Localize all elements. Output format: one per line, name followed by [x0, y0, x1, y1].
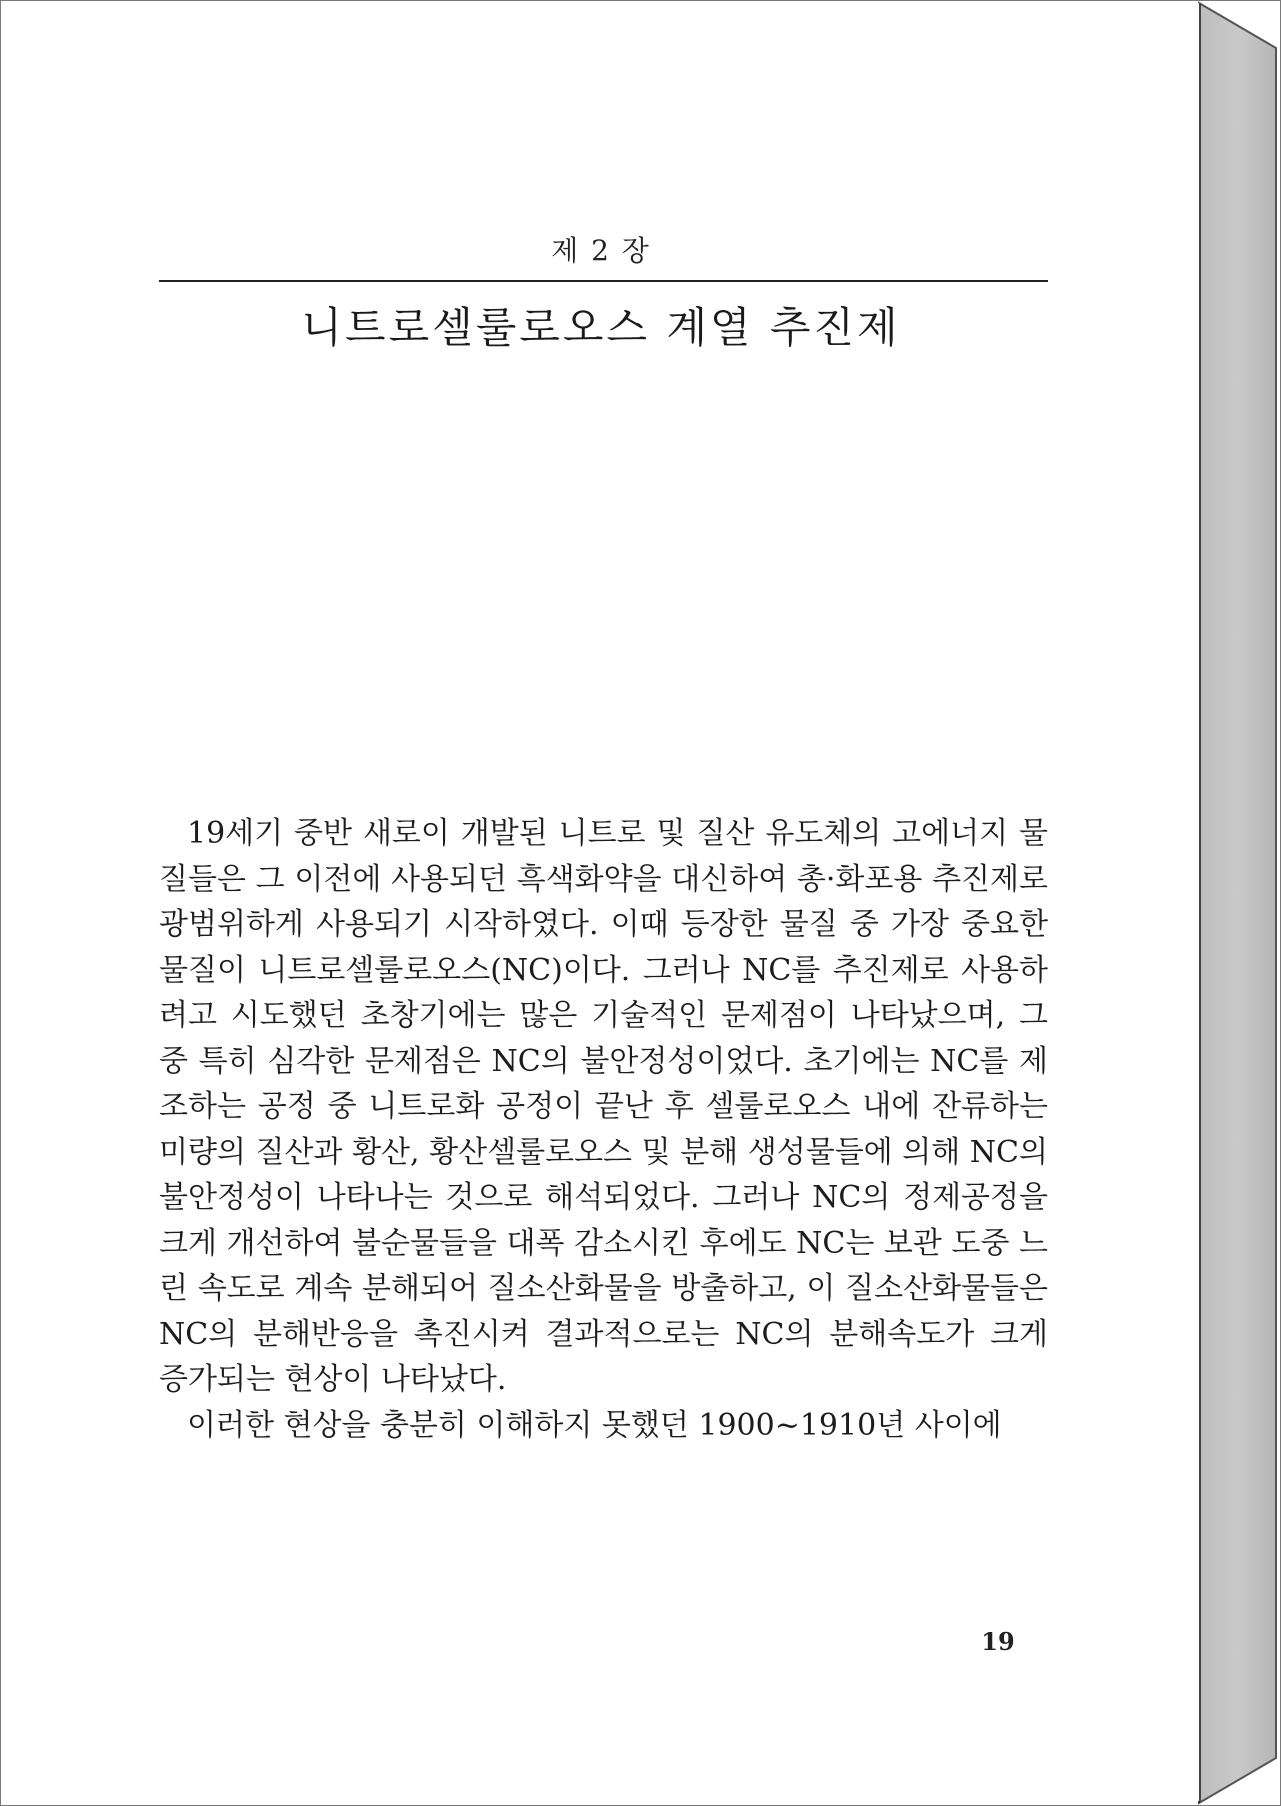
page-number: 19	[981, 1627, 1015, 1656]
book-page	[3, 3, 1201, 1801]
chapter-number: 제 2 장	[551, 234, 651, 267]
paragraph: 19세기 중반 새로이 개발된 니트로 및 질산 유도체의 고에너지 물질들은 그 이전에 사용되던 흑색화약을 대신하여 총·화포용 추진제로 광범위하게 사용되기 시작하였다. 이때 등장한 물질 중 가장 중요한 물질이 니트로셀룰로오스(NC)이다. 그러나 NC를 추진제로 사용하려고 시도했던 초창기에는 많은 기술적인 문제점이 나타났으며, 그 중 특히 심각한 문제점은 NC의 불안정성이었다. 초기에는 NC를 제조하는 공정 중 니트로화 공정이 끝난 후 셀룰로오스 내에 잔류하는 미량의 질산과 황산, 황산셀룰로오스 및 분해 생성물들에 의해 NC의 불안정성이 나타나는 것으로 해석되었다. 그러나 NC의 정제공정을 크게 개선하여 불순물들을 대폭 감소시킨 후에도 NC는 보관 도중 느린 속도로 계속 분해되어 질소산화물을 방출하고, 이 질소산화물들은 NC의 분해반응을 촉진시켜 결과적으로는 NC의 분해속도가 크게 증가되는 현상이 나타났다.	[159, 816, 1048, 1397]
chapter-divider	[159, 280, 1048, 282]
body-text	[159, 811, 1048, 1448]
paragraph: 이러한 현상을 충분히 이해하지 못했던 1900~1910년 사이에	[187, 1407, 1002, 1443]
chapter-title: 니트로셀룰로오스 계열 추진제	[301, 303, 901, 352]
